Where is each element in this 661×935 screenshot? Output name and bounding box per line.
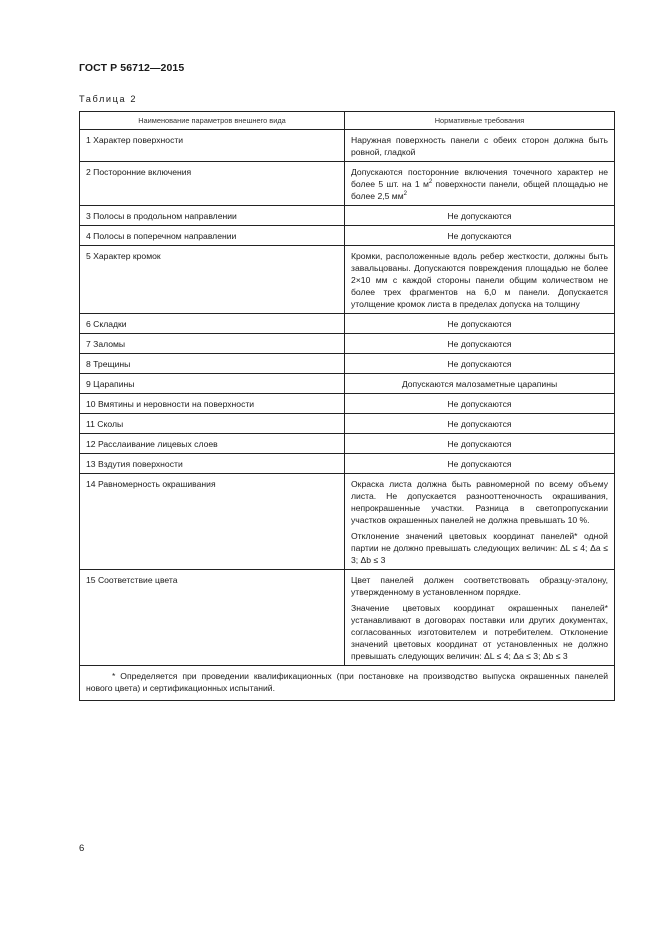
requirement-cell — [345, 374, 615, 394]
parameter-name: 14 Равномерность окрашивания — [80, 474, 345, 570]
parameter-name: 1 Характер поверхности — [80, 130, 345, 162]
table-row — [80, 314, 615, 334]
requirement-cell — [345, 454, 615, 474]
document-header: ГОСТ Р 56712—2015 — [79, 62, 185, 74]
table-caption: Таблица 2 — [79, 94, 138, 104]
column-header-parameter: Наименование параметров внешнего вида — [80, 112, 345, 130]
requirement-cell — [345, 246, 615, 314]
table-row — [80, 162, 615, 206]
table-row — [80, 454, 615, 474]
table-row — [80, 374, 615, 394]
requirement-text: Не допускаются — [447, 399, 512, 409]
parameter-name: 4 Полосы в поперечном направлении — [80, 226, 345, 246]
requirement-text: Не допускаются — [447, 459, 512, 469]
parameter-name: 5 Характер кромок — [80, 246, 345, 314]
parameter-name: 12 Расслаивание лицевых слоев — [80, 434, 345, 454]
parameter-name: 2 Посторонние включения — [80, 162, 345, 206]
requirement-text: Не допускаются — [447, 439, 512, 449]
requirement-text: Допускаются посторонние включения точечного характер не более 5 шт. на 1 $м^2$ поверхности панели, общей площадью не более 2,5 $мм^2$ — [351, 167, 608, 201]
requirement-text: Не допускаются — [447, 319, 512, 329]
requirement-cell — [345, 570, 615, 666]
footnote-row — [80, 666, 615, 701]
table-row — [80, 334, 615, 354]
parameter-name: 8 Трещины — [80, 354, 345, 374]
requirement-text: Кромки, расположенные вдоль ребер жесткости, должны быть завальцованы. Допускаются повреждения площадью не более 2×10 мм с каждой стороны панели общим количеством не более трех фрагментов на 6,0 м панели. Допускается утолщение кромок листа в пределах допуска на толщину — [351, 251, 608, 309]
table-row — [80, 246, 615, 314]
requirement-text: Цвет панелей должен соответствовать образцу-эталону, утвержденному в установленном порядке. — [351, 575, 608, 597]
column-header-requirements: Нормативные требования — [345, 112, 615, 130]
requirement-text: Отклонение значений цветовых координат панелей* одной партии не должно превышать следующих величин: ΔL ≤ 4; Δa ≤ 3; Δb ≤ 3 — [351, 531, 608, 565]
requirement-cell — [345, 394, 615, 414]
requirement-text: Значение цветовых координат окрашенных панелей* устанавливают в договорах поставки или других документах, согласованных изготовителем и потребителем. Отклонение значений цветовых координат от установленных не должно превышать следующих величин: ΔL ≤ 4; Δa ≤ 3; Δb ≤ 3 — [351, 603, 608, 661]
parameter-name: 9 Царапины — [80, 374, 345, 394]
requirement-text: Не допускаются — [447, 359, 512, 369]
table-row — [80, 226, 615, 246]
requirement-cell — [345, 434, 615, 454]
requirement-cell — [345, 130, 615, 162]
parameter-name: 13 Вздутия поверхности — [80, 454, 345, 474]
requirement-text: Не допускаются — [447, 211, 512, 221]
requirement-cell — [345, 414, 615, 434]
parameter-name: 6 Складки — [80, 314, 345, 334]
table-row — [80, 206, 615, 226]
requirements-table — [79, 111, 615, 701]
requirement-text: Не допускаются — [447, 231, 512, 241]
table-body — [80, 130, 615, 666]
parameter-name: 15 Соответствие цвета — [80, 570, 345, 666]
requirement-text: Наружная поверхность панели с обеих сторон должна быть ровной, гладкой — [351, 135, 608, 157]
table-row — [80, 130, 615, 162]
requirement-cell — [345, 334, 615, 354]
requirement-cell — [345, 162, 615, 206]
table-row — [80, 474, 615, 570]
parameter-name: 11 Сколы — [80, 414, 345, 434]
footnote-text: * Определяется при проведении квалификационных (при постановке на производство выпуска окрашенных панелей нового цвета) и сертификационных испытаний. — [86, 671, 608, 693]
table-row — [80, 394, 615, 414]
requirement-text: Не допускаются — [447, 339, 512, 349]
table-row — [80, 354, 615, 374]
requirement-cell — [345, 354, 615, 374]
requirement-cell — [345, 314, 615, 334]
table-header-row — [80, 112, 615, 130]
requirement-text: Допускаются малозаметные царапины — [401, 379, 558, 389]
footnote-cell — [80, 666, 615, 701]
requirement-cell — [345, 474, 615, 570]
table-row — [80, 570, 615, 666]
requirement-text: Окраска листа должна быть равномерной по всему объему листа. Не допускается разнооттеночность окрашивания, непрокрашенные участки. Разница в светопропускании участков окрашенных панелей не должна превышать 10 %. — [351, 479, 608, 525]
requirement-cell — [345, 226, 615, 246]
parameter-name: 10 Вмятины и неровности на поверхности — [80, 394, 345, 414]
parameter-name: 3 Полосы в продольном направлении — [80, 206, 345, 226]
requirement-cell — [345, 206, 615, 226]
requirement-text: Не допускаются — [447, 419, 512, 429]
table-row — [80, 434, 615, 454]
table-row — [80, 414, 615, 434]
page-number: 6 — [79, 843, 85, 854]
parameter-name: 7 Заломы — [80, 334, 345, 354]
